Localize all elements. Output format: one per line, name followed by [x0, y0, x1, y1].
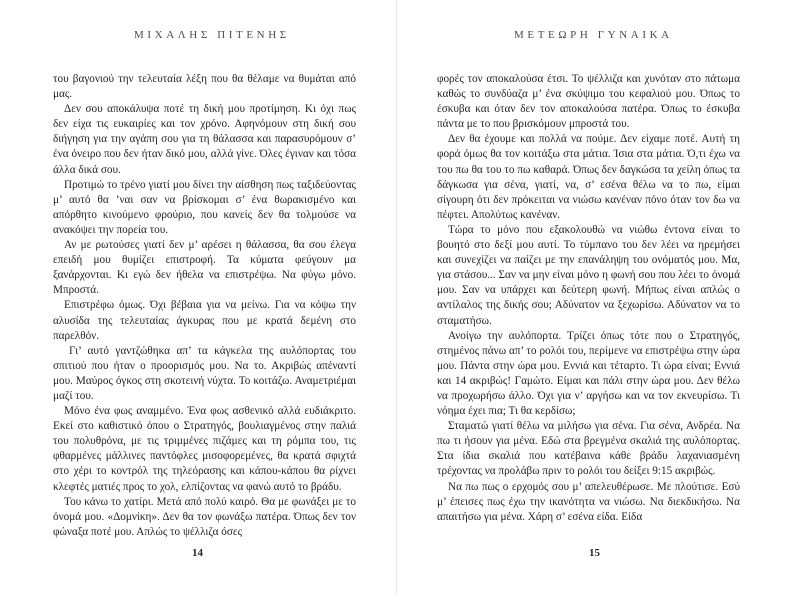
paragraph: Τώρα το μόνο που εξακολουθώ να νιώθω έντονα είναι το βουητό στο δεξί μου αυτί. Το τύμπανο του δεν λέει να ηρεμήσει και συνεχίζει να παίζει με την επανάληψη του ονόματός μου. Μα, για στάσου... Σαν να μην είναι μόνο η φωνή σου που λέει το όνομά μου. Σαν να υπάρχει και δεύτερη φωνή. Μήπως είναι απλώς ο αντίλαλος της δικής σου; Αδύνατον να ξεχωρίσω. Αδύνατον να το σταματήσω. — [437, 223, 740, 327]
paragraph: φορές τον αποκαλούσα έτσι. Το ψέλλιζα και χυνόταν στο πάτωμα καθώς το συνδύαζα μ’ ένα σκύψιμο του κεφαλιού μου. Όπως το έσκυβα και όταν δεν τον αποκαλούσα πατέρα. Όπως το έσκυβα πάντα με το που βρισκόμουν μπροστά του. — [437, 73, 740, 131]
running-head-author: ΜΙΧΑΛΗΣ ΠΙΤΕΝΗΣ — [134, 29, 290, 41]
paragraph: του βαγονιού την τελευταία λέξη που θα θέλαμε να θυμάται από μας. — [53, 73, 356, 101]
paragraph: Αν με ρωτούσες γιατί δεν μ’ αρέσει η θάλασσα, θα σου έλεγα επειδή μου θυμίζει επιστροφή. Τα κύματα φεύγουν μα ξανάρχονται. Κι εγώ δεν ήθελα να επιστρέψω. Να φύγω μόνο. Μπροστά. — [53, 239, 356, 297]
paragraph: Σταματώ γιατί θέλω να μιλήσω για σένα. Για σένα, Ανδρέα. Να πω τι ήσουν για μένα. Εδώ στα βρεγμένα σκαλιά της αυλόπορτας. Στα ίδια σκαλιά που κατέβαινα κάθε βράδυ λαχανιασμένη τρέχοντας να προλάβω πριν το ρολόι του δείξει 9:15 ακριβώς. — [437, 420, 740, 478]
paragraph: Επιστρέφω όμως. Όχι βέβαια για να μείνω. Για να κόψω την αλυσίδα της τελευταίας άγκυρας που με κρατά δεμένη στο παρελθόν. — [53, 299, 356, 342]
running-head-title: ΜΕΤΕΩΡΗ ΓΥΝΑΙΚΑ — [514, 29, 673, 41]
paragraph: Να πω πως ο ερχομός σου μ’ απελευθέρωσε. Με πλούτισε. Εσύ μ’ έπεισες πως έχω την ικανότητα να νιώσω. Να διεκδικήσω. Να απαιτήσω για μένα. Χάρη σ’ εσένα είδα. Είδα — [437, 480, 740, 523]
left-page-body — [53, 72, 356, 540]
page-number: 14 — [192, 547, 203, 559]
paragraph: Γι’ αυτό γαντζώθηκα απ’ τα κάγκελα της αυλόπορτας του σπιτιού που ήταν ο προορισμός μου. Να το. Ακριβώς απέναντί μου. Μαύρος όγκος στη σκοτεινή νύχτα. Το κοιτάζω. Αναμετριέμαι μαζί του. — [53, 344, 356, 402]
page-number: 15 — [589, 547, 600, 559]
paragraph: Δεν σου αποκάλυψα ποτέ τη δική μου προτίμηση. Κι όχι πως δεν είχα τις ευκαιρίες και τον χρόνο. Αφηνόμουν στη δική σου διήγηση για την αγάπη σου για τη θάλασσα και παρασυρόμουν σ’ ένα όνειρο που δεν ήταν δικό μου, αλλά γίνε. Όλες έγιναν και τόσα άλλα δικά σου. — [53, 103, 356, 176]
paragraph: Μόνο ένα φως αναμμένο. Ένα φως ασθενικό αλλά ευδιάκριτο. Εκεί στο καθιστικό όπου ο Στρατηγός, βουλιαγμένος στην παλιά του πολυθρόνα, με τις τριμμένες πιζάμες και τη ρόμπα του, τις φθαρμένες μάλλινες παντόφλες μισοφορεμένες, θα κρατά σφιχτά στο χέρι το κοντρόλ της τηλεόρασης και κάπου-κάπου θα ρίχνει κλεφτές ματιές προς το χολ, ελπίζοντας να φανώ αυτό το βράδυ. — [53, 405, 356, 493]
paragraph: Του κάνω το χατίρι. Μετά από πολύ καιρό. Θα με φωνάξει με το όνομά μου. «Δομνίκη». Δεν θα τον φωνάξω πατέρα. Όπως δεν τον φώναξα ποτέ μου. Απλώς το ψέλλιζα όσες — [53, 495, 356, 538]
right-page-body — [437, 72, 740, 525]
paragraph: Προτιμώ το τρένο γιατί μου δίνει την αίσθηση πως ταξιδεύοντας μ’ αυτό θα ’ναι σαν να βρίσκομαι σ’ ένα θωρακισμένο και απόρθητο κινούμενο φρούριο, που κανείς δεν θα τολμούσε να ανακόψει την πορεία του. — [53, 178, 356, 236]
paragraph: Δεν θα έχουμε και πολλά να πούμε. Δεν είχαμε ποτέ. Αυτή τη φορά όμως θα τον κοιτάξω στα μάτια. Ίσια στα μάτια. Ό,τι έχω να του πω θα του το πω καθαρά. Όπως δεν δαγκώσα τα χείλη όπως τα δάγκωσα για σένα, γιατί, να, σ’ εσένα θέλω να το πω, είμαι σίγουρη ότι δεν πρόκειται να νιώσω κανέναν πόνο όταν τον δω να πέφτει. Απολύτως κανέναν. — [437, 133, 740, 221]
right-page — [397, 0, 794, 595]
paragraph: Ανοίγω την αυλόπορτα. Τρίζει όπως τότε που ο Στρατηγός, στημένος πάνω απ’ το ρολόι του, περίμενε να επιστρέψω στην ώρα μου. Πάντα στην ώρα μου. Εννιά και τέταρτο. Τι ώρα είναι; Εννιά και 14 ακριβώς! Γαμώτο. Είμαι και πάλι στην ώρα μου. Δεν θέλω να προχωρήσω άλλο. Όχι για ν’ αργήσω και να τον εκνευρίσω. Τι νόημα έχει πια; Τι θα κερδίσω; — [437, 329, 740, 418]
